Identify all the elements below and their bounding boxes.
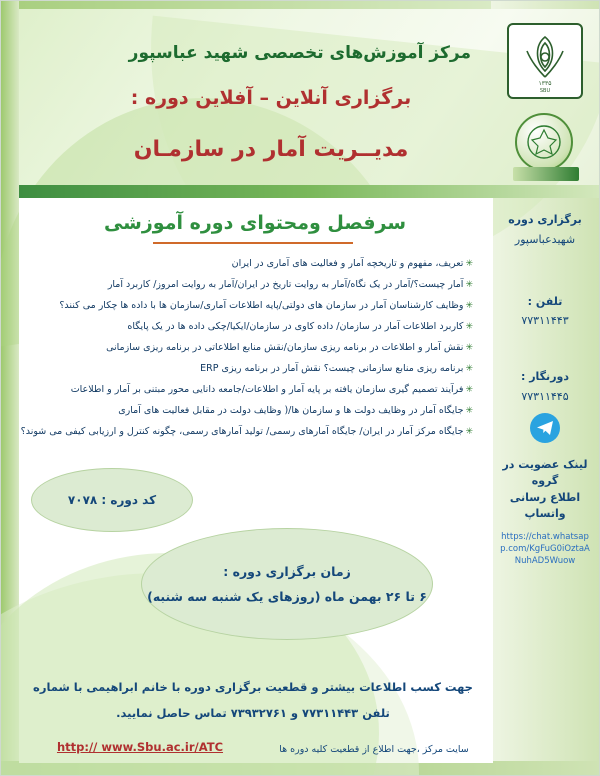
bullet-star-icon: ✳ (465, 384, 473, 395)
sidebar-item-fax (491, 369, 599, 403)
bullet-star-icon: ✳ (465, 259, 473, 269)
training-center-logo (515, 113, 573, 171)
list-item (25, 254, 485, 275)
course-code-badge: کد دوره : ۷۰۷۸ (31, 468, 193, 532)
list-item (25, 317, 485, 338)
bullet-star-icon: ✳ (465, 363, 473, 374)
sidebar-item-venue (491, 212, 599, 246)
list-item (25, 359, 485, 380)
contact-note-line1: جهت کسب اطلاعات بیشتر و قطعیت برگزاری دوره با خانم ابراهیمی با شماره (33, 680, 473, 694)
bullet-star-icon: ✳ (465, 300, 473, 311)
list-item (25, 380, 485, 401)
website-link[interactable]: http:// www.Sbu.ac.ir/ATC (56, 740, 224, 754)
venue-value: شهیدعباسپور (514, 232, 576, 246)
poster-main (19, 198, 493, 763)
header-title-line1: مرکز آموزش‌های تخصصی شهید عباسپور (128, 43, 471, 63)
topic-text: کاربرد اطلاعات آمار در سازمان/ داده کاوی در سازمان/ایکیا/چکی داده ها در یک پایگاه (127, 320, 464, 332)
list-item (25, 338, 485, 359)
venue-label: برگزاری دوره (508, 213, 582, 226)
topic-text: جایگاه آمار در وظایف دولت ها و سازمان ها/( وظایف دولت در مقابل فعالیت های آماری (118, 404, 464, 416)
poster-header (19, 9, 600, 185)
join-group-label-2: اطلاع رسانی واتساپ (509, 490, 581, 520)
topic-text: تعریف، مفهوم و تاریخچه آمار و فعالیت های آماری در ایران (231, 258, 464, 269)
join-group-label: لینک عضویت در گروه (502, 457, 588, 487)
sidebar (491, 198, 599, 763)
header-title-line2: برگزاری آنلاین – آفلاین دوره : (130, 87, 412, 109)
bullet-star-icon: ✳ (465, 342, 473, 353)
topic-text: نقش آمار و اطلاعات در برنامه ریزی سازمان/نقش منابع اطلاعاتی در برنامه ریزی سازمانی (106, 341, 464, 353)
fax-value: ۷۷۳۱۱۴۴۵ (521, 389, 569, 403)
schedule-value: ۶ تا ۲۶ بهمن ماه (روزهای یک شنبه سه شنبه) (147, 589, 427, 604)
bullet-star-icon: ✳ (465, 426, 473, 437)
topics-list (20, 254, 485, 442)
sidebar-item-phone (491, 294, 599, 328)
list-item (25, 296, 485, 317)
topic-text: جایگاه مرکز آمار در ایران/ جایگاه آمارهای رسمی/ تولید آمارهای رسمی، چگونه کنترل و ارزیابی کیفی می شوند؟ (20, 425, 464, 437)
whatsapp-group-link[interactable]: https://chat.whatsapp.com/KgFuG0iOztaANuhAD5Wuow (500, 531, 590, 567)
schedule-title: زمان برگزاری دوره : (223, 564, 351, 579)
list-item (25, 275, 485, 296)
fax-label: دورنگار : (520, 370, 570, 383)
section-title-underline (153, 242, 353, 244)
bullet-star-icon: ✳ (465, 279, 473, 290)
header-divider (19, 185, 600, 198)
topic-text: برنامه ریزی منابع سازمانی چیست؟ نقش آمار در برنامه ریزی ERP (200, 362, 464, 374)
bullet-star-icon: ✳ (465, 321, 473, 332)
university-logo (507, 23, 583, 99)
training-center-logo-bar (513, 167, 579, 181)
phone-value: ۷۷۳۱۱۴۴۳ (521, 314, 569, 327)
telegram-icon[interactable] (530, 413, 560, 443)
list-item (20, 422, 485, 443)
list-item (25, 401, 485, 422)
bullet-star-icon: ✳ (465, 405, 473, 416)
svg-text:۱۳۳۵: ۱۳۳۵ (538, 80, 552, 87)
schedule-badge (141, 528, 433, 640)
phone-label: تلفن : (527, 294, 563, 308)
section-title: سرفصل ومحتوای دوره آموزشی (103, 212, 407, 234)
website-note: سایت مرکز ،جهت اطلاع از قطعیت کلیه دوره ها (279, 744, 469, 755)
contact-note-line2: تلفن ۷۷۳۱۱۴۴۳ و ۷۳۹۳۲۷۶۱ تماس حاصل نمایید. (116, 706, 390, 720)
sidebar-item-join-group (491, 457, 599, 568)
topic-text: وظایف کارشناسان آمار در سازمان های دولتی/پایه اطلاعات آماری/سازمان ها با داده ها چکار می کنند؟ (59, 299, 464, 311)
header-title-line3: مدیــریت آمار در سازمـان (133, 137, 409, 162)
topic-text: فرآیند تصمیم گیری سازمان یافته بر پایه آمار و اطلاعات/جامعه دانایی محور مبتنی بر آمار و اطلاعات (70, 383, 464, 395)
topic-text: آمار چیست؟/آمار در یک نگاه/آمار به روایت تاریخ در ایران/آمار به روایت امروز/ کاربرد آمار (107, 278, 464, 290)
svg-text:SBU: SBU (539, 88, 551, 94)
